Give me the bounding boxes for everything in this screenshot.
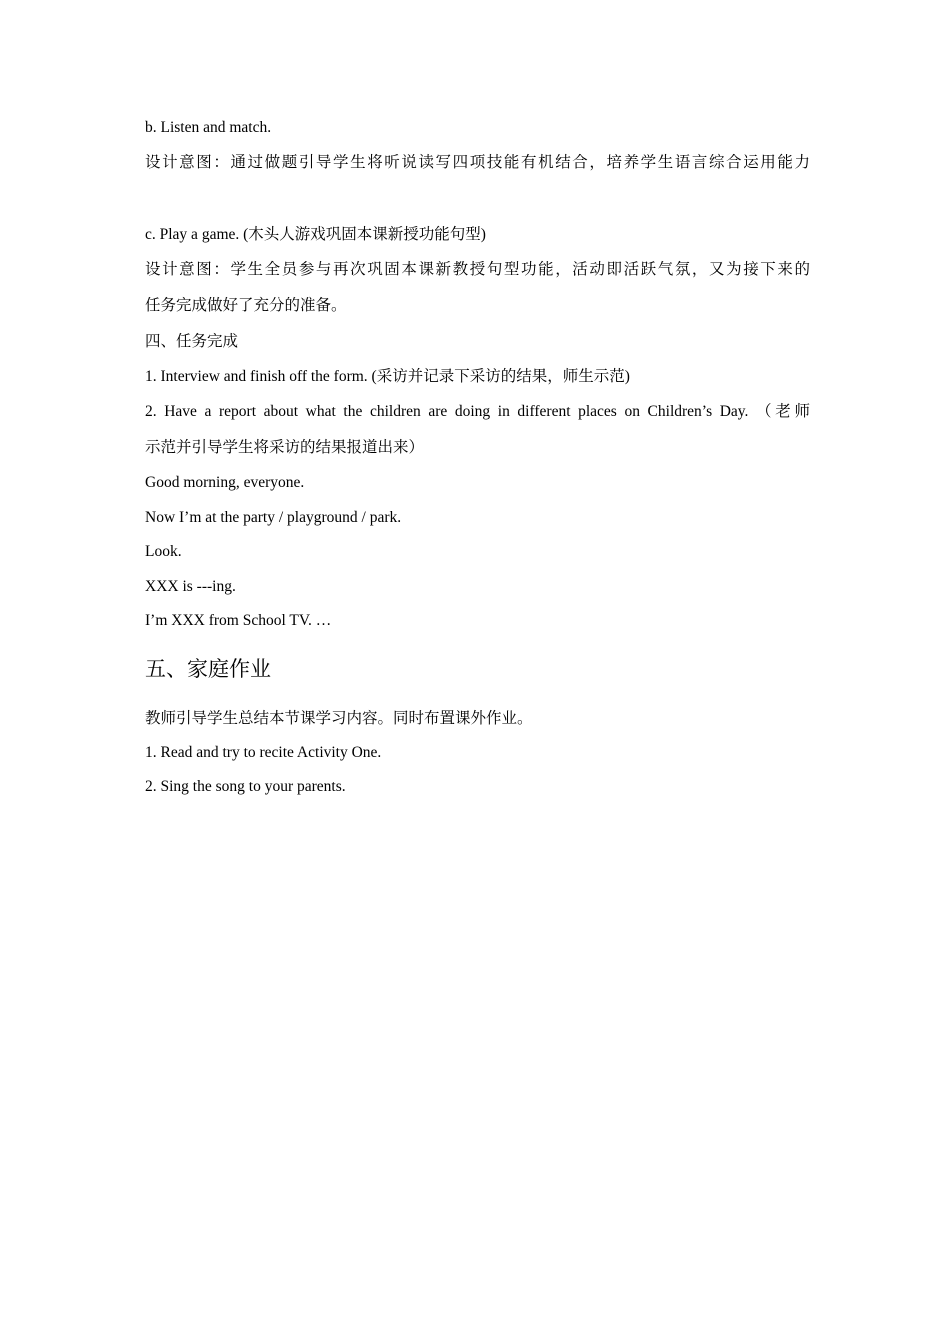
text-line: 1. Interview and finish off the form. (采访并记录下采访的结果，师生示范): [145, 368, 630, 385]
text-line: c. Play a game. (木头人游戏巩固本课新授功能句型): [145, 226, 486, 243]
homework-line: 1. Read and try to recite Activity One.: [145, 744, 382, 761]
homework-line: 教师引导学生总结本节课学习内容。同时布置课外作业。: [145, 710, 533, 727]
section-heading: 五、家庭作业: [145, 657, 271, 681]
report-line: XXX is ---ing.: [145, 578, 236, 595]
report-line: I’m XXX from School TV. …: [145, 612, 332, 629]
report-line: Look.: [145, 543, 182, 560]
homework-line: 2. Sing the song to your parents.: [145, 778, 346, 795]
subsection-title: 四、任务完成: [145, 333, 239, 350]
report-line: Now I’m at the party / playground / park.: [145, 509, 402, 526]
text-line: 示范并引导学生将采访的结果报道出来）: [145, 439, 425, 456]
design-intent-line: 设计意图：通过做题引导学生将听说读写四项技能有机结合，培养学生语言综合运用能力: [145, 154, 810, 171]
text-line: 任务完成做好了充分的准备。: [145, 297, 347, 314]
report-line: Good morning, everyone.: [145, 474, 305, 491]
text-line: b. Listen and match.: [145, 119, 272, 136]
design-intent-line: 设计意图：学生全员参与再次巩固本课新教授句型功能，活动即活跃气氛，又为接下来的: [145, 261, 810, 278]
text-line: 2. Have a report about what the children are doing in different places on Children’s Day. （老师: [145, 403, 810, 420]
